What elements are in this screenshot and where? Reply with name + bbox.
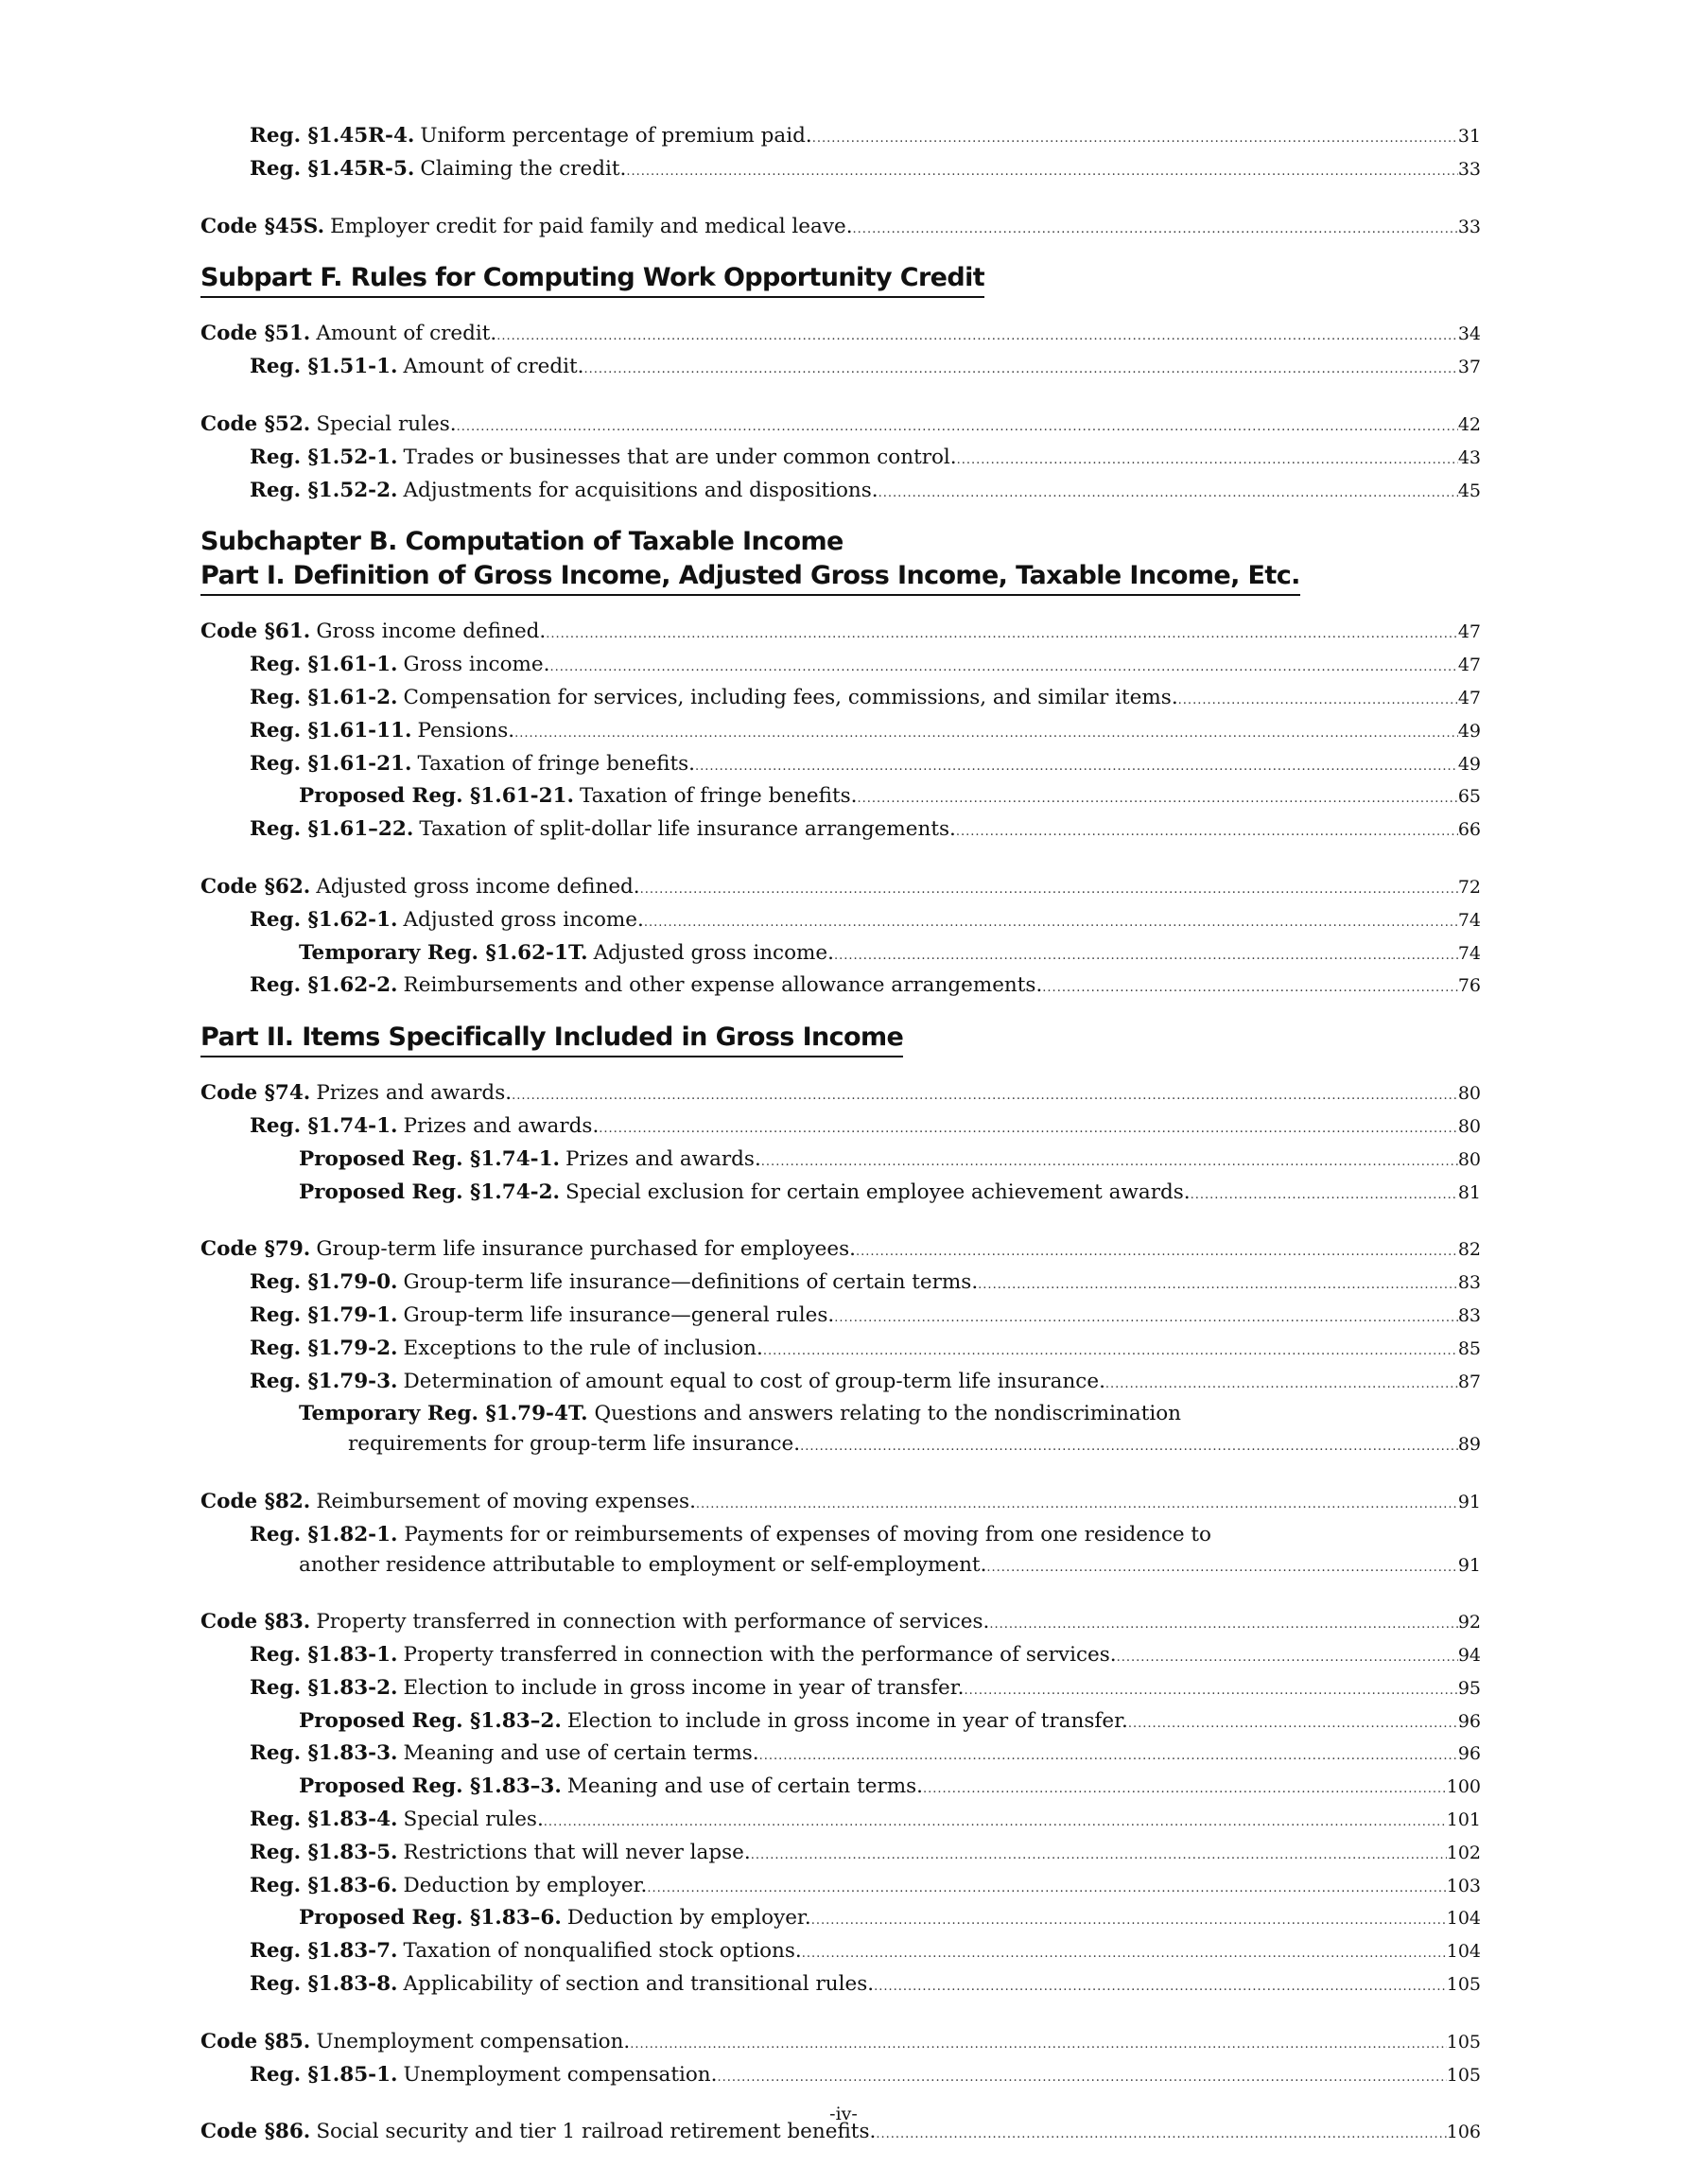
entry-label: Reg. §1.79-3. (250, 1369, 398, 1393)
entry-title: Unemployment compensation. (403, 2062, 718, 2087)
dot-leader (964, 1676, 1457, 1706)
toc-entry[interactable] (200, 1838, 1481, 1871)
entry-label: Reg. §1.62-1. (250, 907, 398, 932)
section-heading-line: Part II. Items Specifically Included in Gross Income (200, 1022, 904, 1053)
entry-label: Code §82. (200, 1489, 311, 1513)
dot-leader (856, 1237, 1458, 1267)
entry-title: Special rules. (403, 1808, 544, 1832)
entry-title: Prizes and awards. (565, 1146, 761, 1171)
section-heading-line: Part I. Definition of Gross Income, Adjusted Gross Income, Taxable Income, Etc. (200, 561, 1300, 591)
dot-leader (695, 752, 1458, 782)
entry-group (200, 872, 1481, 1004)
entry-group (200, 212, 1481, 245)
entry-page-number: 33 (1457, 216, 1481, 237)
toc-entry[interactable] (200, 872, 1481, 905)
toc-entry[interactable] (200, 212, 1481, 245)
entry-page-number: 83 (1457, 1272, 1481, 1294)
entry-page-number: 105 (1446, 1974, 1481, 1996)
dot-leader (544, 1808, 1447, 1838)
dot-leader (957, 446, 1458, 476)
dot-leader (858, 784, 1458, 814)
section-heading (200, 261, 984, 298)
entry-page-number: 49 (1457, 720, 1481, 742)
entry-title: Taxation of nonqualified stock options. (403, 1939, 802, 1964)
entry-label: Code §62. (200, 874, 311, 899)
toc-entry[interactable] (200, 476, 1481, 509)
toc-entry[interactable] (200, 1640, 1481, 1673)
dot-leader (512, 1081, 1458, 1111)
dot-leader (811, 1906, 1447, 1936)
entry-page-number: 49 (1457, 753, 1481, 775)
entry-group (200, 1487, 1481, 1582)
spacer (200, 847, 1481, 872)
entry-label: Proposed Reg. §1.83–6. (299, 1906, 562, 1931)
dot-leader (717, 2063, 1446, 2093)
dot-leader (647, 1874, 1446, 1904)
spacer (200, 2002, 1481, 2027)
toc-entry[interactable] (200, 1772, 1481, 1805)
entry-label: Temporary Reg. §1.79-4T. (299, 1402, 588, 1426)
entry-group (200, 319, 1481, 385)
entry-title: Uniform percentage of premium paid. (420, 124, 812, 148)
entry-page-number: 104 (1446, 1908, 1481, 1930)
dot-leader (800, 1432, 1458, 1462)
entry-group (200, 2027, 1481, 2093)
entry-title: Compensation for services, including fees, commissions, and similar items. (403, 685, 1178, 709)
spacer (200, 1462, 1481, 1487)
entry-label: Reg. §1.83-4. (250, 1808, 398, 1832)
dot-leader (626, 157, 1457, 187)
entry-label: Reg. §1.52-1. (250, 445, 398, 469)
entry-page-number: 47 (1457, 621, 1481, 643)
entry-title: Reimbursement of moving expenses. (316, 1489, 696, 1513)
entry-title: Amount of credit. (403, 355, 584, 379)
entry-title-continued: another residence attributable to employment or self-employment. (299, 1552, 987, 1577)
toc-entry[interactable] (200, 1078, 1481, 1111)
section-heading-line: Subchapter B. Computation of Taxable Income (200, 527, 844, 557)
dot-leader (986, 1553, 1457, 1583)
toc-entry[interactable] (200, 1301, 1481, 1334)
entry-title: Pensions. (417, 718, 515, 743)
entry-title: Adjusted gross income defined. (316, 874, 640, 899)
entry-page-number: 47 (1457, 687, 1481, 708)
dot-leader (599, 1114, 1458, 1144)
section-heading-block (200, 525, 1481, 596)
entry-page-number: 95 (1457, 1677, 1481, 1699)
entry-label: Reg. §1.83-7. (250, 1939, 398, 1964)
entry-group (200, 121, 1481, 187)
entry-label: Reg. §1.45R-4. (250, 124, 415, 148)
entry-title: Gross income. (403, 653, 550, 677)
entry-page-number: 91 (1457, 1554, 1481, 1576)
entry-title: Adjusted gross income. (593, 940, 834, 965)
dot-leader (853, 215, 1458, 245)
entry-label: Proposed Reg. §1.61-21. (299, 784, 574, 809)
dot-leader (1117, 1643, 1458, 1673)
entry-page-number: 105 (1446, 2031, 1481, 2053)
dot-leader (834, 1303, 1458, 1334)
entry-title: Employer credit for paid family and medical leave. (330, 214, 853, 238)
entry-label: Temporary Reg. §1.62-1T. (299, 940, 588, 965)
toc-entry[interactable] (200, 443, 1481, 476)
entry-page-number: 76 (1457, 975, 1481, 997)
toc-entry[interactable] (200, 970, 1481, 1004)
toc-entry[interactable] (200, 1267, 1481, 1301)
entry-label: Code §45S. (200, 214, 325, 238)
toc-entry[interactable] (200, 1936, 1481, 1969)
entry-label: Code §79. (200, 1237, 311, 1262)
toc-entry[interactable] (200, 1550, 1481, 1583)
entry-label: Reg. §1.79-0. (250, 1270, 398, 1295)
toc-entry[interactable] (200, 1178, 1481, 1211)
dot-leader (1191, 1180, 1458, 1211)
toc-entry[interactable] (200, 2027, 1481, 2060)
dot-leader (812, 124, 1458, 154)
entry-group (200, 410, 1481, 508)
section-heading-line: Subpart F. Rules for Computing Work Opportunity Credit (200, 263, 985, 293)
dot-leader (876, 2120, 1446, 2150)
toc-entry-first-line[interactable] (200, 1399, 1481, 1429)
toc-entry[interactable] (200, 1969, 1481, 2002)
entry-page-number: 102 (1446, 1842, 1481, 1863)
entry-label: Reg. §1.62-2. (250, 973, 398, 998)
dot-leader (1042, 973, 1458, 1004)
entry-page-number: 66 (1457, 819, 1481, 841)
entry-label: Reg. §1.61-11. (250, 718, 412, 743)
entry-page-number: 92 (1457, 1612, 1481, 1634)
entry-title: Adjustments for acquisitions and dispositions. (403, 478, 878, 502)
entry-title: Gross income defined. (316, 620, 547, 644)
entry-page-number: 31 (1457, 126, 1481, 147)
dot-leader (696, 1490, 1458, 1520)
dot-leader (978, 1270, 1458, 1301)
entry-page-number: 72 (1457, 876, 1481, 898)
entry-label: Reg. §1.83-8. (250, 1972, 398, 1997)
dot-leader (630, 2030, 1446, 2060)
entry-title: Questions and answers relating to the nondiscrimination (594, 1402, 1181, 1426)
entry-title: Group-term life insurance—general rules. (403, 1302, 835, 1327)
entry-title: Determination of amount equal to cost of group-term life insurance. (403, 1369, 1105, 1393)
toc-entry[interactable] (200, 1111, 1481, 1144)
entry-label: Code §74. (200, 1081, 311, 1106)
entry-page-number: 80 (1457, 1083, 1481, 1105)
dot-leader (761, 1147, 1458, 1178)
entry-label: Code §85. (200, 2029, 311, 2053)
entry-page-number: 74 (1457, 909, 1481, 931)
entry-title-continued: requirements for group-term life insurance. (348, 1432, 801, 1457)
dot-leader (583, 355, 1457, 385)
toc-entry[interactable] (200, 938, 1481, 971)
dot-leader (496, 322, 1458, 352)
toc-entry[interactable] (200, 1429, 1481, 1462)
toc-entry[interactable] (200, 1706, 1481, 1739)
entry-title: Deduction by employer. (403, 1873, 648, 1897)
entry-label: Reg. §1.83-1. (250, 1643, 398, 1668)
entry-label: Proposed Reg. §1.83–3. (299, 1774, 562, 1799)
toc-entry[interactable] (200, 1334, 1481, 1367)
entry-page-number: 80 (1457, 1115, 1481, 1137)
entry-title: Taxation of fringe benefits. (417, 751, 695, 776)
dot-leader (1128, 1709, 1458, 1739)
entry-page-number: 103 (1446, 1875, 1481, 1896)
entry-title: Restrictions that will never lapse. (403, 1840, 751, 1864)
entry-title: Reimbursements and other expense allowance arrangements. (403, 973, 1043, 998)
entry-page-number: 106 (1446, 2122, 1481, 2143)
entry-label: Code §52. (200, 411, 311, 436)
entry-group (200, 1234, 1481, 1462)
entry-label: Reg. §1.61-2. (250, 685, 398, 709)
entry-title: Claiming the credit. (420, 156, 627, 181)
dot-leader (802, 1939, 1447, 1969)
spacer (200, 187, 1481, 212)
entry-label: Code §51. (200, 322, 311, 346)
entry-page-number: 83 (1457, 1304, 1481, 1326)
toc-entry[interactable] (200, 1738, 1481, 1772)
dot-leader (1178, 686, 1458, 716)
toc-entry[interactable] (200, 1367, 1481, 1400)
entry-label: Reg. §1.61-21. (250, 751, 412, 776)
entry-label: Reg. §1.83-3. (250, 1741, 398, 1766)
spacer (200, 385, 1481, 410)
dot-leader (1105, 1370, 1458, 1400)
entry-label: Reg. §1.79-2. (250, 1336, 398, 1360)
entry-label: Reg. §1.83-5. (250, 1840, 398, 1864)
toc-entry[interactable] (200, 1607, 1481, 1640)
dot-leader (759, 1741, 1458, 1772)
entry-label: Reg. §1.45R-5. (250, 156, 415, 181)
toc-entry[interactable] (200, 1805, 1481, 1838)
entry-page-number: 82 (1457, 1239, 1481, 1261)
dot-leader (956, 817, 1458, 847)
toc-entry[interactable] (200, 352, 1481, 385)
entry-page-number: 74 (1457, 942, 1481, 964)
entry-label: Code §86. (200, 2120, 311, 2144)
entry-title: Special rules. (316, 411, 457, 436)
toc-entry[interactable] (200, 749, 1481, 782)
toc-entry[interactable] (200, 781, 1481, 814)
dot-leader (763, 1337, 1458, 1367)
dot-leader (989, 1610, 1457, 1640)
entry-group (200, 1607, 1481, 2002)
entry-page-number: 104 (1446, 1941, 1481, 1963)
entry-label: Reg. §1.82-1. (250, 1522, 398, 1546)
toc-entry[interactable] (200, 2060, 1481, 2093)
dot-leader (640, 875, 1458, 905)
entry-label: Proposed Reg. §1.74-1. (299, 1146, 561, 1171)
entry-page-number: 34 (1457, 323, 1481, 345)
entry-group (200, 617, 1481, 847)
toc-entry[interactable] (200, 1871, 1481, 1904)
toc-entry[interactable] (200, 121, 1481, 154)
toc-entry[interactable] (200, 617, 1481, 650)
entry-title: Unemployment compensation. (316, 2029, 631, 2053)
entry-label: Reg. §1.85-1. (250, 2062, 398, 2087)
entry-group (200, 1078, 1481, 1210)
toc-entry[interactable] (200, 1144, 1481, 1178)
toc-entry[interactable] (200, 683, 1481, 716)
toc-entry[interactable] (200, 1487, 1481, 1520)
table-of-contents (200, 121, 1481, 2150)
entry-title: Applicability of section and transitional rules. (403, 1972, 875, 1997)
entry-label: Reg. §1.83-2. (250, 1675, 398, 1700)
dot-leader (457, 412, 1458, 443)
entry-title: Deduction by employer. (566, 1906, 811, 1931)
entry-page-number: 42 (1457, 413, 1481, 435)
entry-title: Election to include in gross income in year of transfer. (403, 1675, 965, 1700)
entry-page-number: 37 (1457, 357, 1481, 378)
toc-entry[interactable] (200, 1903, 1481, 1936)
entry-label: Reg. §1.51-1. (250, 355, 398, 379)
toc-entry[interactable] (200, 716, 1481, 749)
section-heading (200, 525, 1300, 596)
entry-page-number: 100 (1446, 1776, 1481, 1798)
entry-page-number: 65 (1457, 786, 1481, 808)
entry-title: Group-term life insurance purchased for employees. (316, 1237, 856, 1262)
entry-title: Exceptions to the rule of inclusion. (403, 1336, 763, 1360)
entry-title: Taxation of fringe benefits. (580, 784, 858, 809)
entry-page-number: 80 (1457, 1148, 1481, 1170)
entry-label: Reg. §1.61-1. (250, 653, 398, 677)
entry-title: Prizes and awards. (403, 1113, 600, 1138)
section-heading-block (200, 261, 1481, 298)
dot-leader (751, 1841, 1447, 1871)
entry-title: Social security and tier 1 railroad retirement benefits. (316, 2120, 877, 2144)
dot-leader (874, 1972, 1447, 2002)
entry-title: Amount of credit. (316, 322, 497, 346)
entry-label: Proposed Reg. §1.74-2. (299, 1179, 561, 1204)
entry-label: Reg. §1.61–22. (250, 817, 414, 842)
entry-title: Special exclusion for certain employee achievement awards. (565, 1179, 1191, 1204)
entry-title: Property transferred in connection with the performance of services. (403, 1643, 1117, 1668)
toc-entry[interactable] (200, 814, 1481, 847)
entry-title: Election to include in gross income in year of transfer. (566, 1708, 1128, 1733)
toc-entry[interactable] (200, 905, 1481, 938)
entry-title: Taxation of split-dollar life insurance arrangements. (419, 817, 956, 842)
entry-page-number: 33 (1457, 158, 1481, 180)
dot-leader (644, 908, 1458, 938)
entry-page-number: 45 (1457, 480, 1481, 501)
entry-label: Reg. §1.83-6. (250, 1873, 398, 1897)
entry-page-number: 91 (1457, 1491, 1481, 1512)
entry-label: Reg. §1.74-1. (250, 1113, 398, 1138)
entry-page-number: 89 (1457, 1434, 1481, 1456)
spacer (200, 1582, 1481, 1607)
dot-leader (546, 620, 1458, 650)
toc-entry[interactable] (200, 1234, 1481, 1267)
entry-page-number: 43 (1457, 446, 1481, 468)
toc-entry[interactable] (200, 154, 1481, 187)
entry-label: Proposed Reg. §1.83–2. (299, 1708, 562, 1733)
entry-title: Property transferred in connection with performance of services. (316, 1610, 990, 1634)
entry-page-number: 96 (1457, 1743, 1481, 1765)
entry-title: Payments for or reimbursements of expenses of moving from one residence to (404, 1522, 1212, 1546)
entry-title: Meaning and use of certain terms. (566, 1774, 923, 1799)
toc-entry[interactable] (200, 410, 1481, 443)
entry-label: Reg. §1.79-1. (250, 1302, 398, 1327)
entry-page-number: 94 (1457, 1645, 1481, 1667)
entry-title: Adjusted gross income. (403, 907, 644, 932)
section-heading (200, 1021, 903, 1057)
dot-leader (878, 479, 1458, 509)
entry-page-number: 87 (1457, 1371, 1481, 1392)
page-number: -iv- (829, 2104, 858, 2124)
entry-page-number: 105 (1446, 2064, 1481, 2086)
dot-leader (923, 1774, 1447, 1805)
toc-entry-first-line[interactable] (200, 1520, 1481, 1550)
entry-page-number: 85 (1457, 1337, 1481, 1359)
toc-entry[interactable] (200, 1673, 1481, 1706)
dot-leader (834, 941, 1458, 971)
spacer (200, 1210, 1481, 1234)
dot-leader (514, 719, 1458, 749)
entry-page-number: 81 (1457, 1181, 1481, 1203)
toc-entry[interactable] (200, 650, 1481, 683)
entry-title: Meaning and use of certain terms. (403, 1741, 759, 1766)
dot-leader (549, 653, 1457, 683)
entry-title: Group-term life insurance—definitions of certain terms. (403, 1270, 979, 1295)
entry-page-number: 47 (1457, 655, 1481, 676)
entry-label: Code §61. (200, 620, 311, 644)
entry-title: Trades or businesses that are under common control. (403, 445, 957, 469)
entry-page-number: 96 (1457, 1710, 1481, 1732)
entry-page-number: 101 (1446, 1809, 1481, 1831)
entry-label: Reg. §1.52-2. (250, 478, 398, 502)
section-heading-block (200, 1021, 1481, 1057)
entry-label: Code §83. (200, 1610, 311, 1634)
toc-entry[interactable] (200, 319, 1481, 352)
entry-title: Prizes and awards. (316, 1081, 513, 1106)
